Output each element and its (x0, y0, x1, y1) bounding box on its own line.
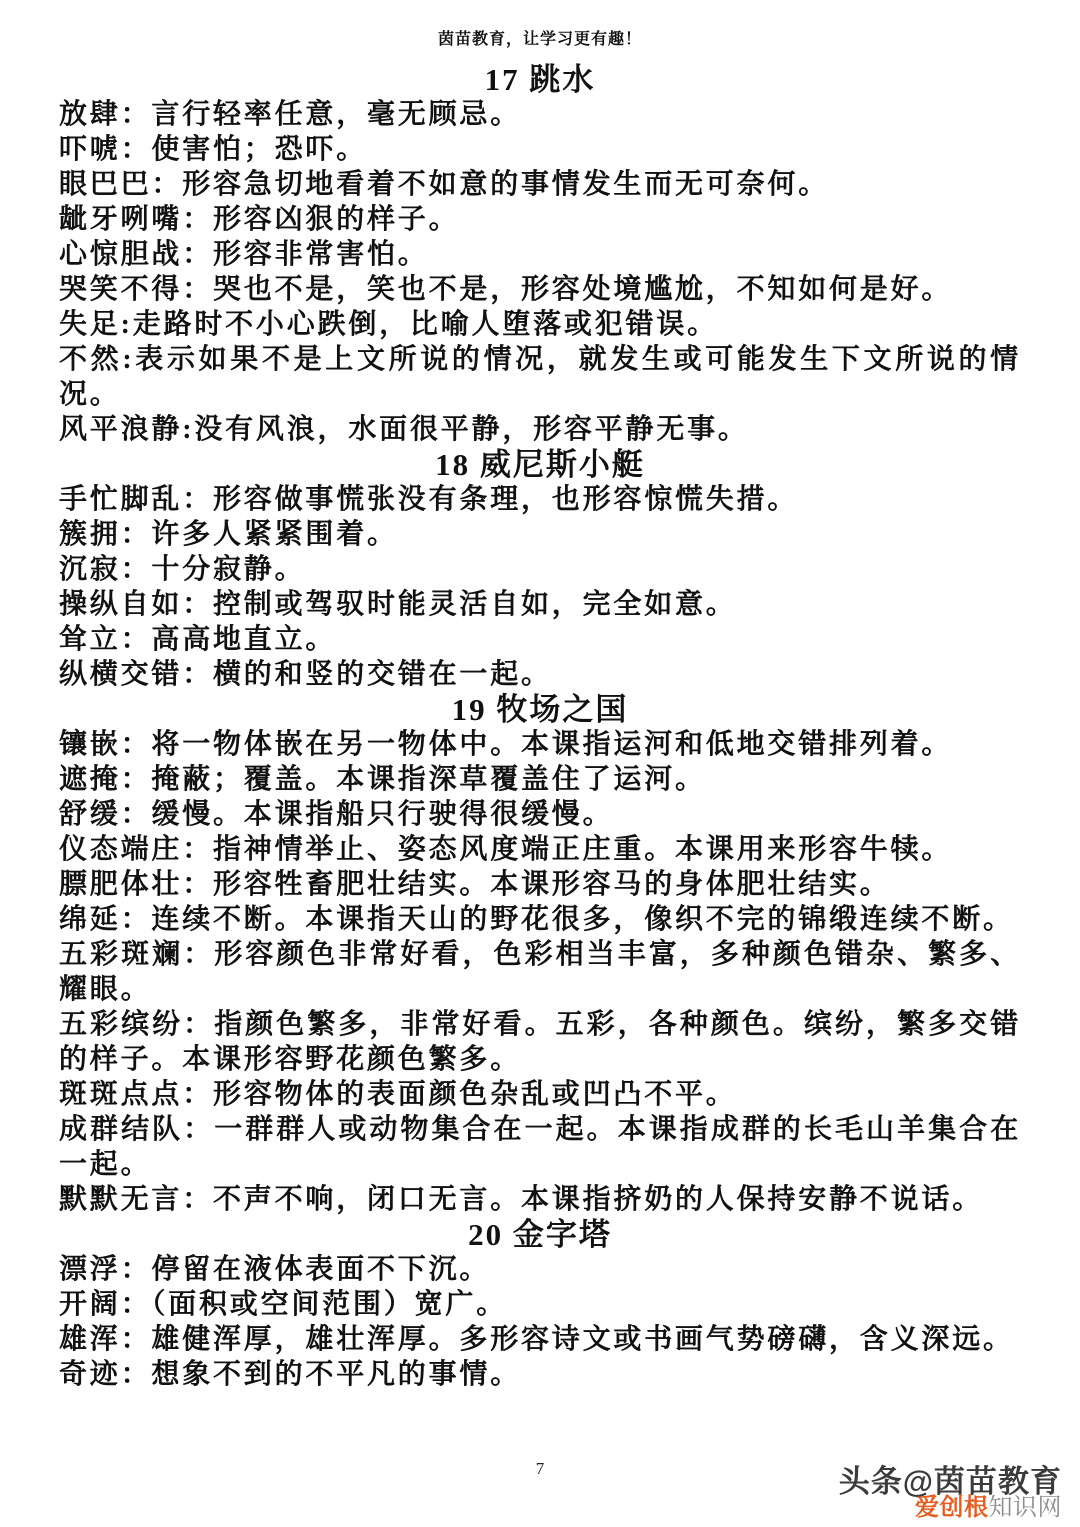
definition-entry: 眼巴巴：形容急切地看着不如意的事情发生而无可奈何。 (59, 169, 830, 200)
watermark-sub-gray: 知识网 (988, 1494, 1062, 1521)
definition-entry: 沉寂：十分寂静。 (59, 554, 306, 585)
definition-entry: 哭笑不得：哭也不是，笑也不是，形容处境尴尬，不知如何是好。 (59, 274, 953, 305)
definition-entry: 操纵自如：控制或驾驭时能灵活自如，完全如意。 (59, 589, 737, 620)
definition-entry: 舒缓：缓慢。本课指船只行驶得很缓慢。 (59, 799, 614, 830)
definition-entry: 放肆：言行轻率任意，毫无顾忌。 (59, 99, 522, 130)
definition-entry: 风平浪静:没有风浪，水面很平静，形容平静无事。 (59, 414, 749, 445)
definition-entry: 奇迹：想象不到的不平凡的事情。 (59, 1359, 522, 1390)
header-slogan: 茵苗教育，让学习更有趣！ (437, 31, 642, 48)
definition-entry: 五彩缤纷：指颜色繁多，非常好看。五彩，各种颜色。缤纷，繁多交错的样子。本课形容野花颜色繁多。 (59, 1009, 1021, 1075)
definition-entry: 雄浑：雄健浑厚，雄壮浑厚。多形容诗文或书画气势磅礴，含义深远。 (59, 1324, 1014, 1355)
definition-entry: 开阔：（面积或空间范围）宽广。 (59, 1289, 508, 1320)
definition-entry: 不然:表示如果不是上文所说的情况，就发生或可能发生下文所说的情况。 (59, 344, 1021, 410)
definition-entry: 纵横交错：横的和竖的交错在一起。 (59, 659, 552, 690)
section-heading: 20 金字塔 (468, 1217, 612, 1252)
definition-entry: 手忙脚乱：形容做事慌张没有条理，也形容惊慌失措。 (59, 484, 799, 515)
definition-entry: 镶嵌：将一物体嵌在另一物体中。本课指运河和低地交错排列着。 (59, 729, 953, 760)
watermark-sub-red: 爱创根 (915, 1494, 989, 1521)
section-heading: 18 威尼斯小艇 (435, 447, 645, 482)
definition-entry: 心惊胆战：形容非常害怕。 (59, 239, 429, 270)
definition-entry: 仪态端庄：指神情举止、姿态风度端正庄重。本课用来形容牛犊。 (59, 834, 953, 865)
definition-entry: 成群结队：一群群人或动物集合在一起。本课指成群的长毛山羊集合在一起。 (59, 1114, 1021, 1180)
definition-entry: 遮掩：掩蔽；覆盖。本课指深草覆盖住了运河。 (59, 764, 706, 795)
document-content (59, 62, 1021, 1392)
watermark-main-text: 头条@茵苗教育 (838, 1464, 1062, 1499)
definition-entry: 绵延：连续不断。本课指天山的野花很多，像织不完的锦缎连续不断。 (59, 904, 1014, 935)
section-heading: 19 牧场之国 (451, 692, 629, 727)
definition-entry: 耸立：高高地直立。 (59, 624, 337, 655)
definition-entry: 斑斑点点：形容物体的表面颜色杂乱或凹凸不平。 (59, 1079, 737, 1110)
definition-entry: 龇牙咧嘴：形容凶狠的样子。 (59, 204, 460, 235)
definition-entry: 五彩斑斓：形容颜色非常好看，色彩相当丰富，多种颜色错杂、繁多、耀眼。 (59, 939, 1021, 1005)
definition-entry: 漂浮：停留在液体表面不下沉。 (59, 1254, 491, 1285)
definition-entry: 吓唬：使害怕；恐吓。 (59, 134, 368, 165)
definition-entry: 默默无言：不声不响，闭口无言。本课指挤奶的人保持安静不说话。 (59, 1184, 984, 1215)
definition-entry: 膘肥体壮：形容牲畜肥壮结实。本课形容马的身体肥壮结实。 (59, 869, 891, 900)
definition-entry: 簇拥：许多人紧紧围着。 (59, 519, 398, 550)
section-heading: 17 跳水 (484, 62, 596, 97)
watermark (839, 1465, 1062, 1521)
page-number: 7 (535, 1459, 545, 1478)
definition-entry: 失足:走路时不小心跌倒，比喻人堕落或犯错误。 (59, 309, 718, 340)
